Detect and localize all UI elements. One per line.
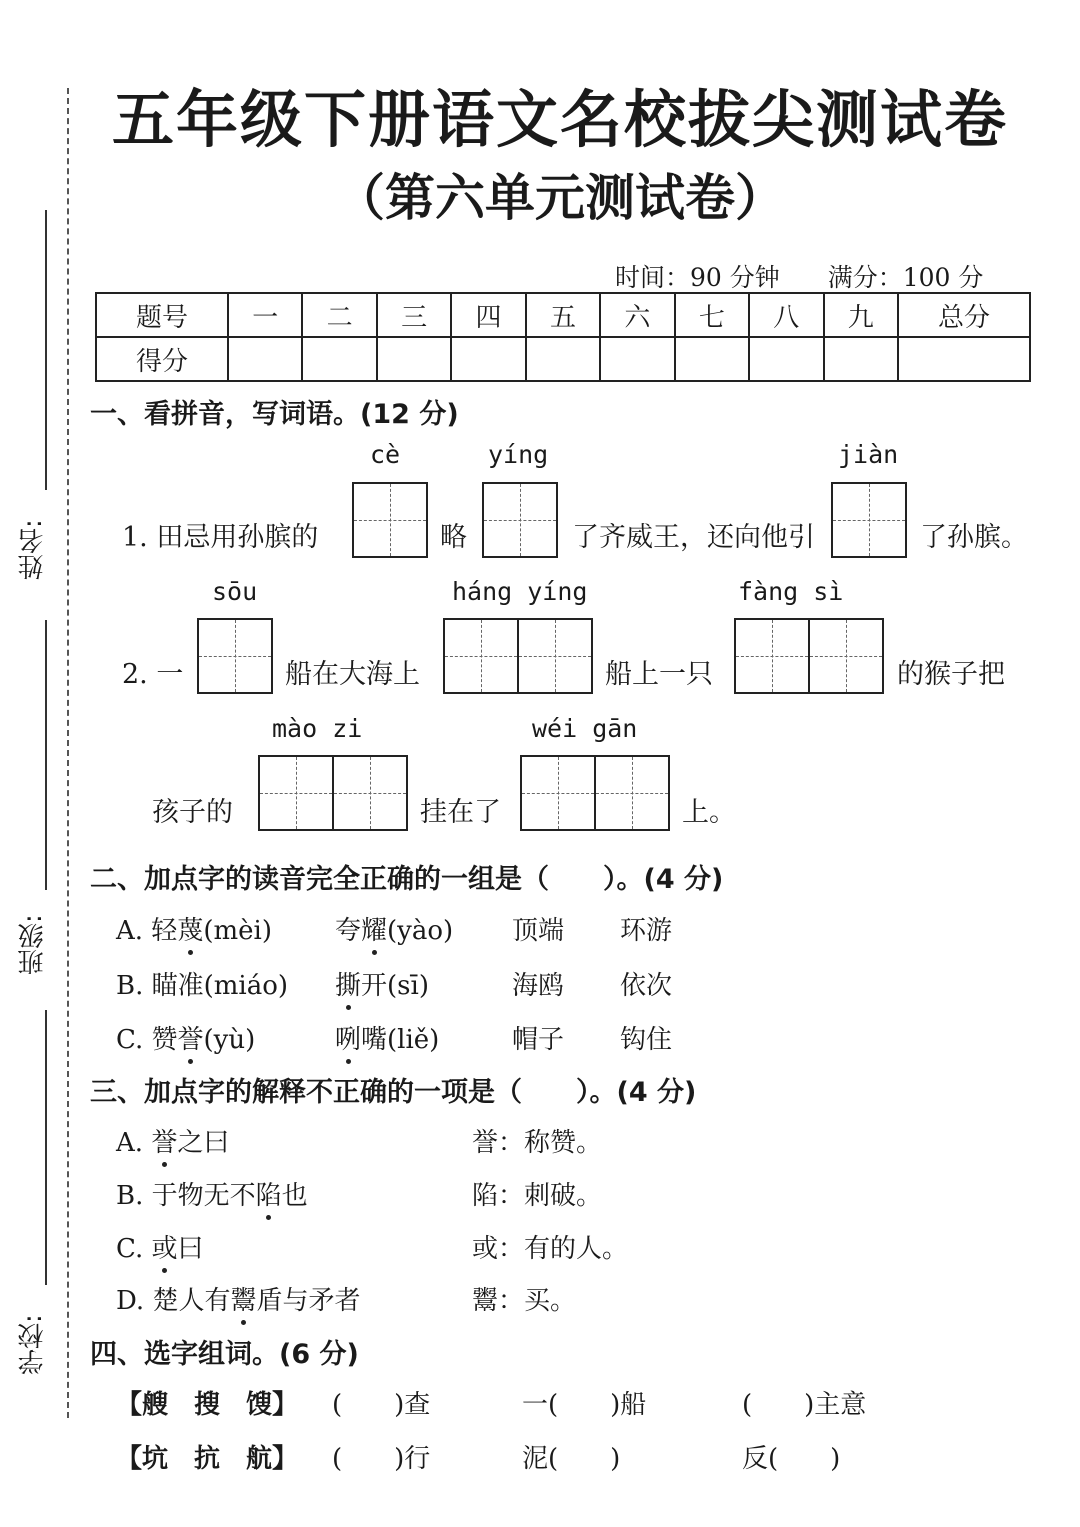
score-cell[interactable] [600, 337, 674, 381]
section-4-title: 四、选字组词。(6 分) [90, 1339, 359, 1370]
sec3-expl-b: 陷：刺破。 [472, 1181, 603, 1211]
sec4-row1-blank-c[interactable]: ( )主意 [742, 1390, 867, 1420]
answer-grid-mao-zi[interactable] [258, 755, 408, 831]
option-c-word1: C. 赞誉(yù) [116, 1019, 255, 1056]
table-header-cell: 七 [675, 293, 749, 337]
option-c-word4: 钩住 [620, 1025, 673, 1055]
score-table-header-row [96, 293, 1030, 337]
table-header-cell: 八 [749, 293, 823, 337]
answer-grid-ce[interactable] [352, 482, 428, 558]
school-blank-line [45, 1010, 47, 1285]
q2-end: 的猴子把 [897, 659, 1005, 690]
score-cell[interactable] [451, 337, 525, 381]
full-score: 满分：100 分 [827, 263, 984, 292]
section-2-title: 二、加点字的读音完全正确的一组是（ ）。(4 分) [90, 864, 724, 895]
score-cell[interactable] [749, 337, 823, 381]
score-row-label: 得分 [96, 337, 228, 381]
table-header-cell: 三 [377, 293, 451, 337]
q1-mid2: 了齐威王，还向他引 [572, 522, 815, 553]
sec3-expl-a: 誉：称赞。 [472, 1128, 603, 1158]
pinyin-fang-si: fàng sì [738, 577, 844, 606]
score-cell[interactable] [302, 337, 376, 381]
score-cell[interactable] [824, 337, 899, 381]
q1-end: 了孙膑。 [920, 522, 1028, 553]
option-c-word3: 帽子 [512, 1025, 565, 1055]
table-header-cell: 二 [302, 293, 376, 337]
option-a-word2: 夸耀(yào) [335, 910, 453, 947]
table-header-cell: 六 [600, 293, 674, 337]
dotted-char: 誉 [178, 1019, 204, 1056]
option-b-word3: 海鸥 [512, 971, 565, 1001]
score-cell[interactable] [526, 337, 600, 381]
exam-meta [615, 258, 983, 294]
answer-grid-ying[interactable] [482, 482, 558, 558]
q1-mid1: 略 [440, 522, 467, 553]
table-header-cell: 九 [824, 293, 899, 337]
q2-line2-end: 上。 [682, 797, 736, 828]
answer-grid-fang-si[interactable] [734, 618, 884, 694]
answer-grid-jian[interactable] [831, 482, 907, 558]
option-a-word3: 顶端 [512, 916, 565, 946]
dotted-char: 撕 [335, 965, 361, 1002]
q2-line2-prefix: 孩子的 [152, 797, 233, 828]
page-title: 五年级下册语文名校拔尖测试卷 [111, 83, 1008, 156]
q1-prefix: 1. 田忌用孙膑的 [122, 522, 319, 553]
q2-prefix: 2. 一 [122, 659, 184, 690]
q2-mid2: 船上一只 [605, 659, 713, 690]
sec4-row1-blank-b[interactable]: 一( )船 [522, 1390, 647, 1420]
dotted-char: 鬻 [230, 1280, 256, 1317]
dotted-char: 蔑 [177, 910, 203, 947]
answer-grid-hang-ying[interactable] [443, 618, 593, 694]
table-header-cell: 题号 [96, 293, 228, 337]
section-1-title: 一、看拼音，写词语。(12 分) [90, 399, 459, 430]
dotted-char: 或 [152, 1228, 178, 1265]
sec3-item-b: B. 于物无不陷也 [116, 1175, 308, 1212]
option-b-word1: B. 瞄准(miáo) [116, 971, 289, 1001]
answer-grid-sou[interactable] [197, 618, 273, 694]
option-b-word2: 撕开(sī) [335, 965, 429, 1002]
sec3-expl-c: 或：有的人。 [472, 1234, 629, 1264]
pinyin-wei-gan: wéi gān [532, 714, 638, 743]
name-label: 姓名: [18, 519, 48, 580]
name-blank-line [45, 210, 47, 490]
dotted-char: 陷 [256, 1175, 282, 1212]
pinyin-ce: cè [370, 440, 401, 469]
sec4-row2-blank-c[interactable]: 反( ) [742, 1444, 841, 1474]
pinyin-ying: yíng [488, 440, 549, 469]
sec3-expl-d: 鬻：买。 [472, 1286, 577, 1316]
dotted-char: 誉 [151, 1122, 177, 1159]
class-label: 班级: [18, 914, 48, 975]
option-c-word2: 咧嘴(liě) [335, 1019, 439, 1056]
class-blank-line [45, 620, 47, 890]
table-header-cell: 一 [228, 293, 302, 337]
time-limit: 时间：90 分钟 [615, 263, 780, 292]
sec4-row1-blank-a[interactable]: ( )查 [332, 1390, 431, 1420]
q2-mid1: 船在大海上 [285, 659, 420, 690]
school-label: 学校: [18, 1314, 48, 1375]
sec3-item-c: C. 或曰 [116, 1228, 204, 1265]
sec4-row1-chars: 【艘 搜 馊】 [116, 1390, 299, 1420]
sec3-item-a: A. 誉之曰 [116, 1122, 229, 1159]
sec4-row2-chars: 【坑 抗 航】 [116, 1444, 299, 1474]
option-a-word1: A. 轻蔑(mèi) [116, 910, 272, 947]
binding-dashed-line [67, 88, 69, 1418]
pinyin-mao-zi: mào zi [272, 714, 363, 743]
table-header-cell: 四 [451, 293, 525, 337]
dotted-char: 耀 [361, 910, 387, 947]
page-subtitle: （第六单元测试卷） [335, 169, 785, 227]
sec4-row2-blank-b[interactable]: 泥( ) [522, 1444, 621, 1474]
option-b-word4: 依次 [620, 971, 673, 1001]
score-cell[interactable] [675, 337, 749, 381]
score-cell[interactable] [377, 337, 451, 381]
answer-grid-wei-gan[interactable] [520, 755, 670, 831]
table-header-cell: 五 [526, 293, 600, 337]
pinyin-jian: jiàn [838, 440, 899, 469]
score-table-score-row [96, 337, 1030, 381]
pinyin-hang-ying: háng yíng [452, 577, 588, 606]
score-cell[interactable] [228, 337, 302, 381]
option-a-word4: 环游 [620, 916, 673, 946]
table-header-cell: 总分 [898, 293, 1030, 337]
sec4-row2-blank-a[interactable]: ( )行 [332, 1444, 431, 1474]
dotted-char: 咧 [335, 1019, 361, 1056]
score-table [95, 292, 1031, 382]
pinyin-sou: sōu [212, 577, 258, 606]
q2-line2-mid: 挂在了 [420, 797, 501, 828]
section-3-title: 三、加点字的解释不正确的一项是（ ）。(4 分) [90, 1077, 697, 1108]
sec3-item-d: D. 楚人有鬻盾与矛者 [116, 1280, 360, 1317]
score-cell[interactable] [898, 337, 1030, 381]
